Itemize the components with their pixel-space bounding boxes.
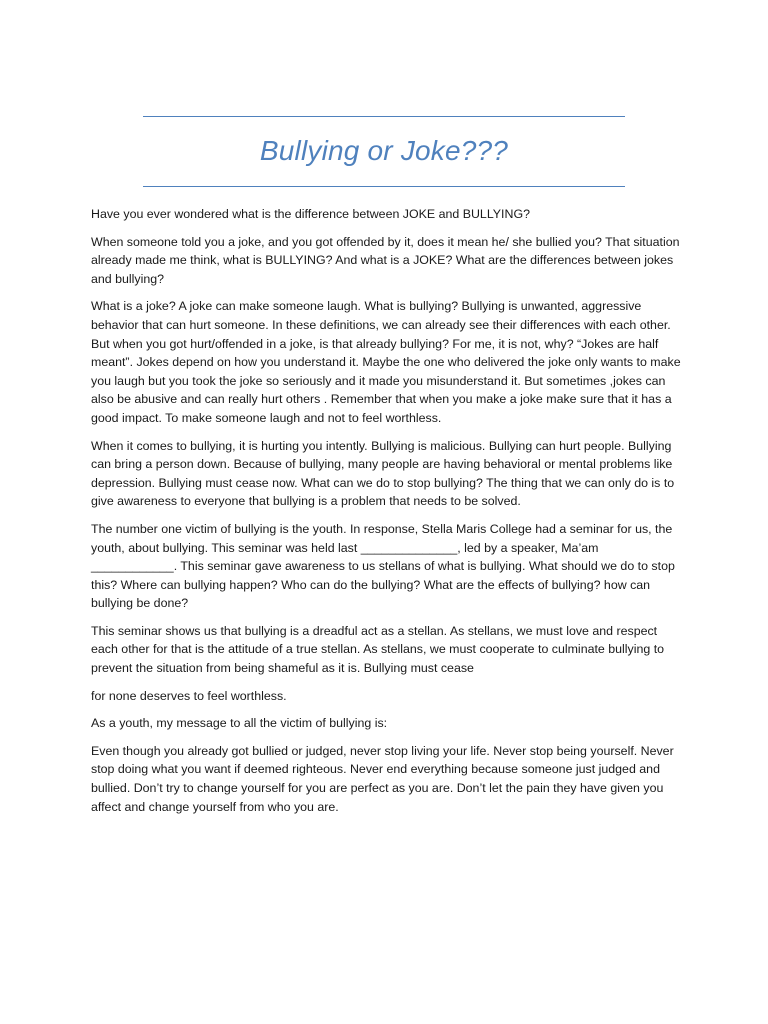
paragraph: The number one victim of bullying is the youth. In response, Stella Maris College had a seminar for us, the youth, about bullying. This seminar was held last ______________, led by a speaker, Ma’am ____________. This seminar gave awareness to us stellans of what is bullying. What should we do to stop this? Where can bullying happen? Who can do the bullying? What are the effects of bullying? how can bullying be done?: [91, 521, 675, 611]
title-top-rule: [143, 116, 625, 117]
document-body: [91, 205, 681, 825]
paragraph: What is a joke? A joke can make someone laugh. What is bullying? Bullying is unwanted, aggressive behavior that can hurt someone. In these definitions, we can already see their differences with each other. But when you got hurt/offended in a joke, is that already bullying? For me, it is not, why? “Jokes are half meant”. Jokes depend on how you understand it. Maybe the one who delivered the joke only wants to make you laugh but you took the joke so seriously and it made you misunderstand it. But sometimes ,jokes can also be abusive and can really hurt others . Remember that when you make a joke make sure that it has a good impact. To make someone laugh and not to feel worthless.: [91, 299, 681, 425]
paragraph: Even though you already got bullied or judged, never stop living your life. Never stop being yourself. Never stop doing what you want if deemed righteous. Never end everything because someone just judged and bullied. Don’t try to change yourself for you are perfect as you are. Don’t let the pain they have given you affect and change yourself from who you are.: [91, 743, 674, 814]
paragraph: This seminar shows us that bullying is a dreadful act as a stellan. As stellans, we must love and respect each other for that is the attitude of a true stellan. As stellans, we must cooperate to culminate bullying to prevent the situation from being shameful as it is. Bullying must cease: [91, 623, 665, 676]
title-block: [143, 116, 625, 188]
paragraph: When it comes to bullying, it is hurting you intently. Bullying is malicious. Bullying can hurt people. Bullying can bring a person down. Because of bullying, many people are having behavioral or mental problems like depression. Bullying must cease now. What can we do to stop bullying? The thing that we can only do is to give awareness to everyone that bullying is a problem that needs to be solved.: [91, 438, 675, 509]
paragraph: Have you ever wondered what is the difference between JOKE and BULLYING?: [91, 207, 530, 221]
document-title: Bullying or Joke???: [259, 135, 509, 166]
paragraph: When someone told you a joke, and you got offended by it, does it mean he/ she bullied you? That situation already made me think, what is BULLYING? And what is a JOKE? What are the differences between jokes and bullying?: [91, 234, 680, 286]
paragraph: for none deserves to feel worthless.: [91, 688, 287, 703]
title-bottom-rule: [143, 186, 625, 187]
paragraph: As a youth, my message to all the victim of bullying is:: [91, 716, 388, 731]
